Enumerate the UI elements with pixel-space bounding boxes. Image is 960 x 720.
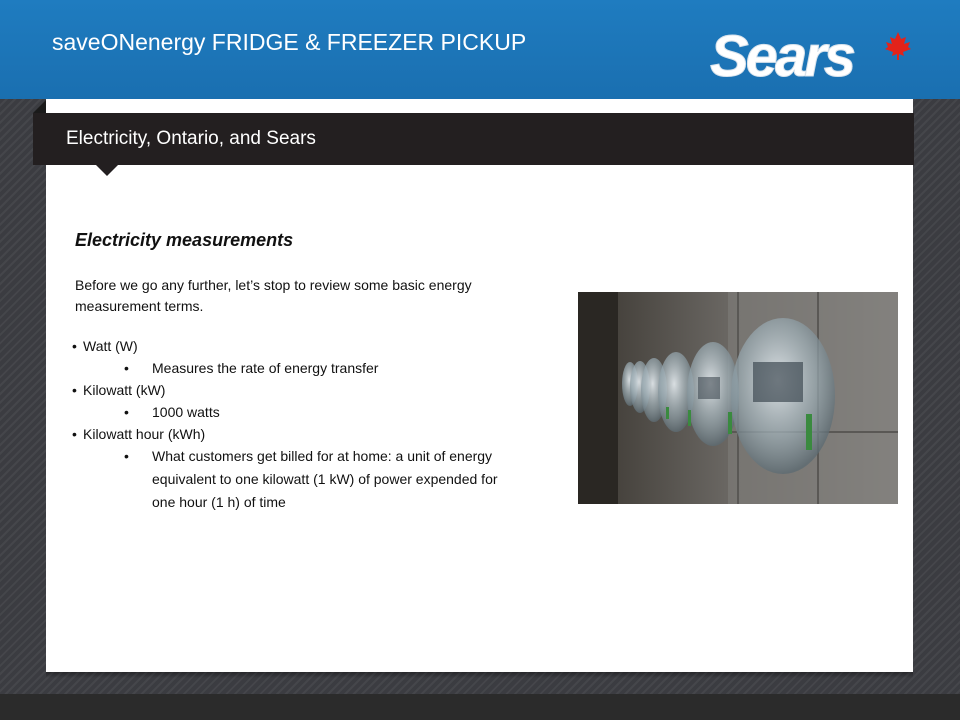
term-item [72,380,545,401]
intro-paragraph: Before we go any further, let’s stop to review some basic energy measurement terms. [75,277,472,314]
subtitle-fold [33,100,46,113]
presentation-title: saveONenergy FRIDGE & FREEZER PICKUP [52,29,527,55]
bullet: • [124,404,129,420]
term-detail [75,401,507,424]
term-detail [75,445,507,514]
content-area [72,230,545,514]
content-heading: Electricity measurements [75,230,294,250]
footer-bar [0,694,960,720]
term-detail-text: 1000 watts [152,404,220,420]
electricity-meters-photo [578,292,898,504]
term-detail-text: Measures the rate of energy transfer [152,360,379,376]
term-label: Kilowatt hour (kWh) [83,426,206,442]
slide-shadow [46,672,913,678]
term-detail-text: What customers get billed for at home: a unit of energy equivalent to one kilowatt (1 kW) of power expended for one hour (1 h) of time [152,448,498,510]
bullet: • [72,426,77,442]
header-bar [0,0,960,99]
bullet: • [124,360,129,376]
subtitle-bar [33,113,914,165]
sears-logo-text: Sears [710,24,854,86]
term-label: Kilowatt (kW) [83,382,166,398]
term-label: Watt (W) [83,338,138,354]
subtitle-pointer [96,165,118,176]
bullet: • [124,448,129,464]
bullet: • [72,382,77,398]
term-item [72,424,545,445]
bullet: • [72,338,77,354]
section-title: Electricity, Ontario, and Sears [66,128,316,149]
maple-leaf-icon [885,32,911,60]
term-detail [75,357,507,380]
sears-logo [708,24,918,86]
term-item [72,336,545,357]
